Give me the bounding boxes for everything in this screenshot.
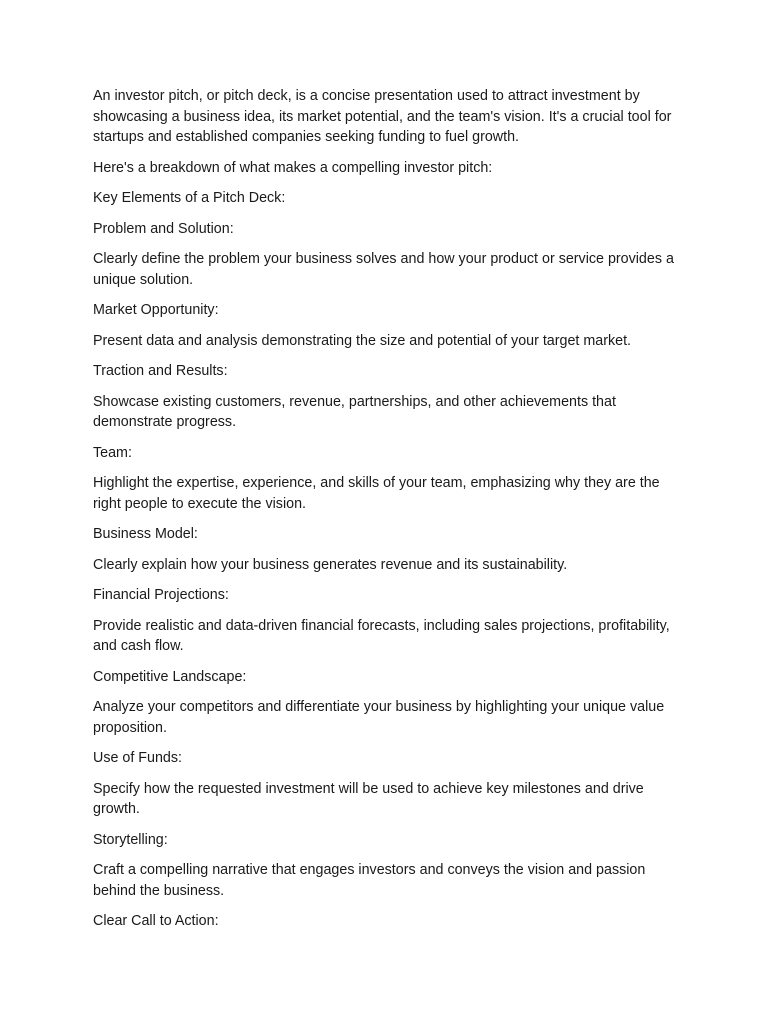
heading-competitive-landscape: Competitive Landscape:	[93, 668, 247, 685]
body-problem-solution: Clearly define the problem your business solves and how your product or service provides a unique solution.	[93, 251, 674, 288]
heading-business-model: Business Model:	[93, 526, 198, 542]
heading-team: Team:	[93, 444, 132, 461]
section-heading-key-elements: Key Elements of a Pitch Deck:	[93, 190, 286, 206]
document-page	[93, 86, 678, 942]
heading-storytelling: Storytelling:	[93, 831, 168, 848]
body-financial-projections: Provide realistic and data-driven financial forecasts, including sales projections, profitability, and cash flow.	[93, 617, 670, 654]
body-use-of-funds: Specify how the requested investment will be used to achieve key milestones and drive growth.	[93, 780, 644, 817]
intro-paragraph: An investor pitch, or pitch deck, is a concise presentation used to attract investment by showcasing a business idea, its market potential, and the team's vision. It's a crucial tool for startups and established companies seeking funding to fuel growth.	[93, 88, 672, 145]
body-competitive-landscape: Analyze your competitors and differentiate your business by highlighting your unique value proposition.	[93, 699, 665, 736]
breakdown-intro: Here's a breakdown of what makes a compelling investor pitch:	[93, 159, 493, 176]
heading-problem-solution: Problem and Solution:	[93, 220, 234, 237]
heading-financial-projections: Financial Projections:	[93, 587, 229, 603]
body-traction-results: Showcase existing customers, revenue, partnerships, and other achievements that demonstrate progress.	[93, 393, 616, 430]
heading-market-opportunity: Market Opportunity:	[93, 302, 219, 318]
body-team: Highlight the expertise, experience, and skills of your team, emphasizing why they are the right people to execute the vision.	[93, 475, 660, 512]
heading-traction-results: Traction and Results:	[93, 363, 228, 379]
body-market-opportunity: Present data and analysis demonstrating the size and potential of your target market.	[93, 332, 632, 349]
heading-use-of-funds: Use of Funds:	[93, 750, 182, 766]
heading-call-to-action: Clear Call to Action:	[93, 913, 219, 929]
body-storytelling: Craft a compelling narrative that engages investors and conveys the vision and passion behind the business.	[93, 862, 646, 899]
body-business-model: Clearly explain how your business generates revenue and its sustainability.	[93, 556, 568, 573]
